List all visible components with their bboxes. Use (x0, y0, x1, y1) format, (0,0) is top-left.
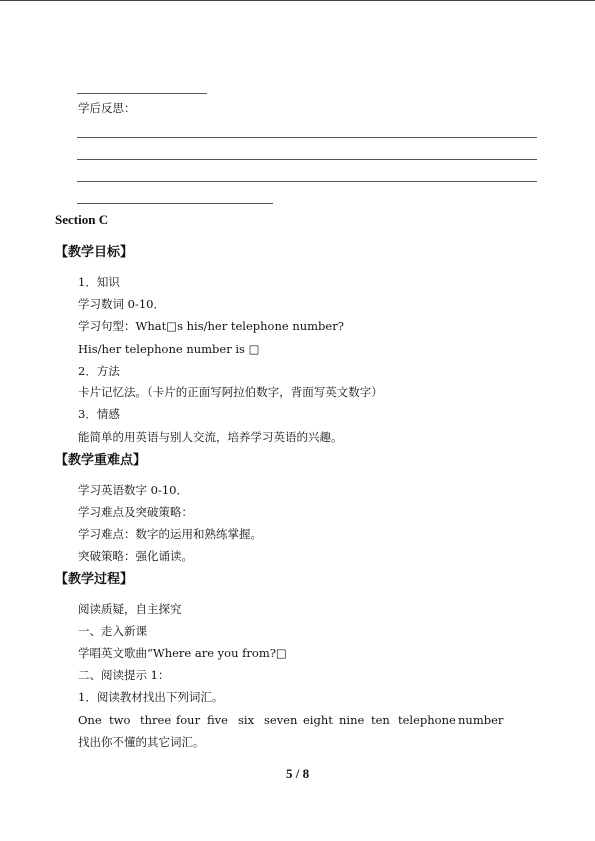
vocab-word: five (207, 713, 228, 727)
key-points-line: 学习难点及突破策略： (78, 505, 193, 519)
goals-line: 1．知识 (78, 275, 120, 289)
goals-line: 学习句型：What□s his/her telephone number? (78, 319, 344, 333)
vocab-word: number (458, 713, 504, 727)
reflection-line (77, 181, 537, 182)
vocab-word: eight (303, 713, 333, 727)
goals-line: His/her telephone number is □ (78, 342, 260, 356)
process-heading: 【教学过程】 (55, 571, 134, 586)
process-line: 学唱英文歌曲“Where are you from?□ (78, 646, 287, 660)
process-line: 一、走入新课 (78, 624, 147, 638)
goals-line: 2．方法 (78, 364, 120, 378)
key-points-line: 学习难点：数字的运用和熟练掌握。 (78, 527, 262, 541)
vocab-word: nine (339, 713, 365, 727)
vocab-word: seven (264, 713, 298, 727)
reflection-label: 学后反思： (78, 101, 136, 115)
key-points-line: 学习英语数字 0-10． (78, 483, 188, 497)
key-points-line: 突破策略：强化诵读。 (78, 549, 193, 563)
goals-line: 3．情感 (78, 407, 120, 421)
goals-line: 能简单的用英语与别人交流，培养学习英语的兴趣。 (78, 430, 343, 444)
process-last-line: 找出你不懂的其它词汇。 (78, 735, 205, 749)
vocab-word: One (78, 713, 102, 727)
vocab-word: telephone (398, 713, 456, 727)
vocab-word: four (176, 713, 201, 727)
section-title: Section C (55, 212, 109, 227)
process-line: 阅读质疑，自主探究 (78, 602, 182, 616)
vocab-word: ten (371, 713, 390, 727)
vocab-word: three (140, 713, 172, 727)
blank-line (77, 93, 207, 94)
reflection-line (77, 137, 537, 138)
goals-line: 学习数词 0-10． (78, 297, 165, 311)
vocab-word: two (109, 713, 131, 727)
key-points-heading: 【教学重难点】 (55, 452, 147, 467)
reflection-line (77, 203, 273, 204)
goals-line: 卡片记忆法。（卡片的正面写阿拉伯数字，背面写英文数字） (78, 385, 383, 399)
reflection-line (77, 159, 537, 160)
goals-heading: 【教学目标】 (55, 244, 134, 259)
vocab-word: six (238, 713, 255, 727)
page-top-border (0, 0, 595, 1)
page-number: 5 / 8 (286, 766, 310, 781)
process-line: 二、阅读提示 1： (78, 668, 170, 682)
process-line: 1．阅读教材找出下列词汇。 (78, 690, 224, 704)
